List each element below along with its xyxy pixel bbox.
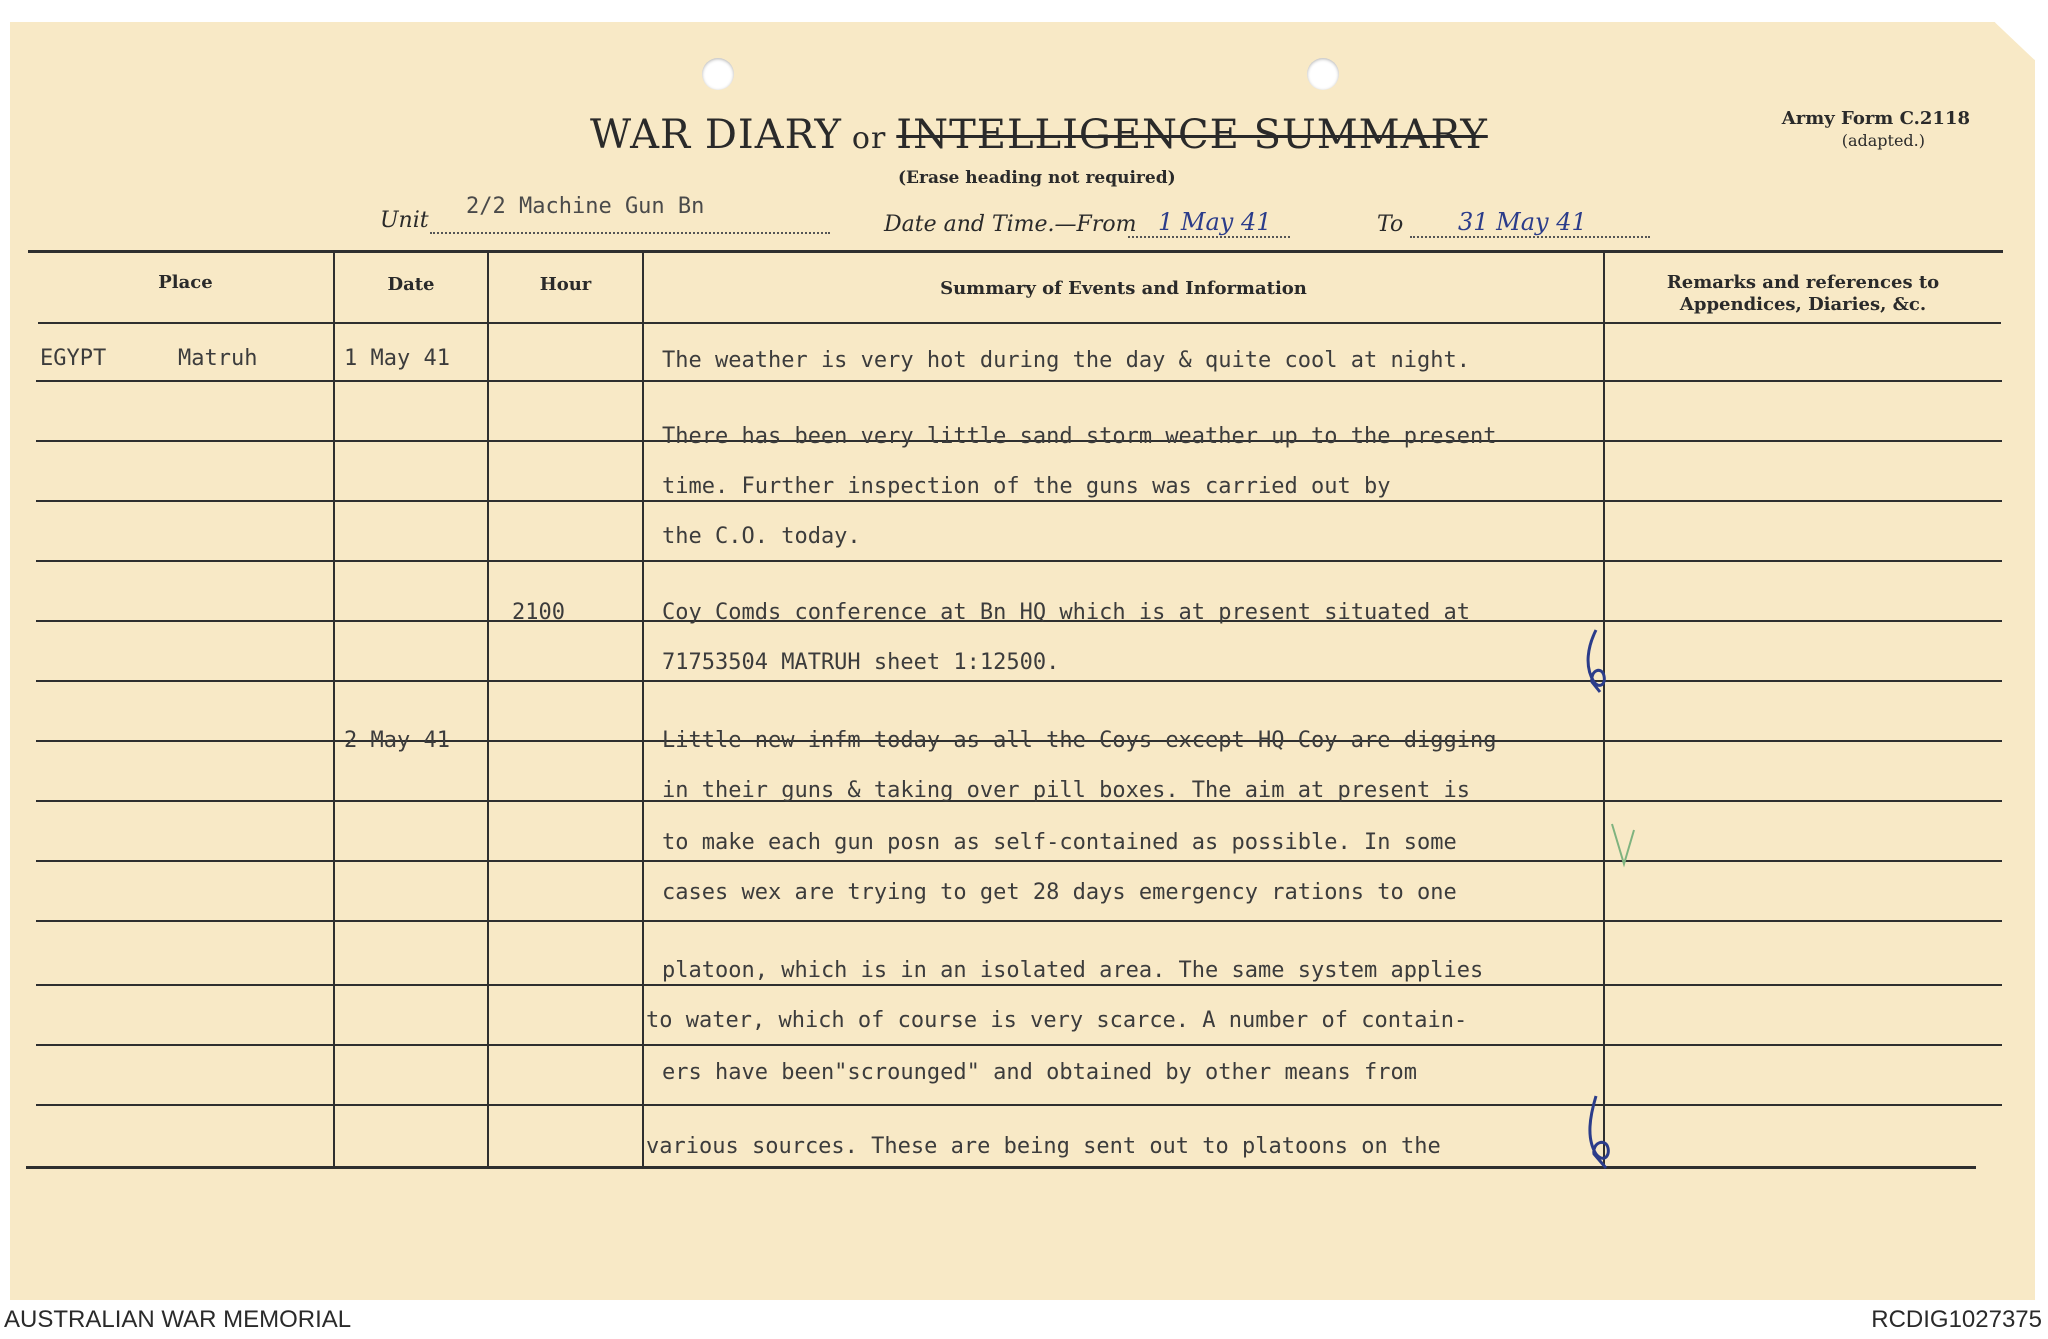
column-header-remarks	[1605, 272, 2001, 316]
unit-value: 2/2 Machine Gun Bn	[466, 194, 705, 219]
to-value: 31 May 41	[1458, 208, 1587, 236]
row-line	[36, 860, 2002, 862]
summary-line: cases wex are trying to get 28 days emergency rations to one	[662, 880, 1457, 905]
form-number-text: Army Form C.2118	[1781, 108, 1970, 129]
unit-dotted-line	[430, 232, 830, 234]
remarks-header-line2: Appendices, Diaries, &c.	[1679, 294, 1927, 315]
row-line	[36, 984, 2002, 986]
summary-line: ers have been"scrounged" and obtained by other means from	[662, 1060, 1417, 1085]
title-or: or	[851, 121, 887, 156]
divider-place-date	[333, 250, 335, 1168]
to-dotted-line	[1410, 236, 1650, 238]
table-bottom-border	[26, 1166, 1976, 1169]
from-value: 1 May 41	[1158, 208, 1272, 236]
column-header-date: Date	[387, 274, 435, 295]
summary-line: in their guns & taking over pill boxes. The aim at present is	[662, 778, 1470, 803]
row-line	[36, 1044, 2002, 1046]
date-label: Date and Time.—From	[884, 212, 1137, 237]
subtitle: (Erase heading not required)	[898, 168, 1176, 188]
summary-line: Little new infm today as all the Coys except HQ Coy are digging	[662, 728, 1497, 753]
form-note-text: (adapted.)	[1841, 131, 1925, 150]
summary-line: to water, which of course is very scarce. A number of contain-	[646, 1008, 1468, 1033]
row-line	[36, 920, 2002, 922]
hour-entry-1: 2100	[512, 600, 565, 625]
date-entry-2: 2 May 41	[344, 728, 450, 753]
place-country: EGYPT	[40, 346, 107, 371]
divider-date-hour	[487, 250, 489, 1168]
row-line	[36, 680, 2002, 682]
summary-line: Coy Comds conference at Bn HQ which is at present situated at	[662, 600, 1470, 625]
punch-hole-left	[702, 58, 734, 90]
remarks-header-line1: Remarks and references to	[1666, 272, 1940, 293]
summary-line: to make each gun posn as self-contained as possible. In some	[662, 830, 1457, 855]
from-dotted-line	[1128, 236, 1290, 238]
title-struck: INTELLIGENCE SUMMARY	[896, 112, 1488, 158]
footer-source: AUSTRALIAN WAR MEMORIAL	[4, 1306, 352, 1333]
row-line	[36, 380, 2002, 382]
unit-label: Unit	[380, 208, 429, 233]
summary-line: platoon, which is in an isolated area. The same system applies	[662, 958, 1484, 983]
summary-line: time. Further inspection of the guns was carried out by	[662, 474, 1391, 499]
title-main: WAR DIARY	[590, 112, 842, 158]
summary-line: 71753504 MATRUH sheet 1:12500.	[662, 650, 1060, 675]
date-entry-1: 1 May 41	[344, 346, 450, 371]
column-header-summary: Summary of Events and Information	[940, 278, 1307, 299]
table-top-border	[28, 250, 2003, 253]
summary-line: the C.O. today.	[662, 524, 861, 549]
summary-line: The weather is very hot during the day & quite cool at night.	[662, 348, 1470, 373]
place-town: Matruh	[178, 346, 258, 371]
page-title	[590, 112, 1488, 158]
divider-summary-remarks	[1603, 250, 1605, 1168]
divider-hour-summary	[642, 250, 644, 1168]
summary-line: various sources. These are being sent out to platoons on the	[646, 1134, 1441, 1159]
row-line	[36, 560, 2002, 562]
form-number	[1720, 108, 1970, 152]
row-line	[36, 500, 2002, 502]
footer-id: RCDIG1027375	[1871, 1306, 2042, 1333]
punch-hole-right	[1307, 58, 1339, 90]
green-tick-mark	[1608, 820, 1638, 870]
to-label: To	[1377, 212, 1404, 237]
column-header-place: Place	[158, 272, 213, 293]
column-header-hour: Hour	[539, 274, 592, 295]
ink-tick-mark	[1580, 1092, 1620, 1172]
row-line	[36, 1104, 2002, 1106]
ink-tick-mark	[1578, 626, 1618, 696]
summary-line: There has been very little sand storm weather up to the present	[662, 424, 1497, 449]
